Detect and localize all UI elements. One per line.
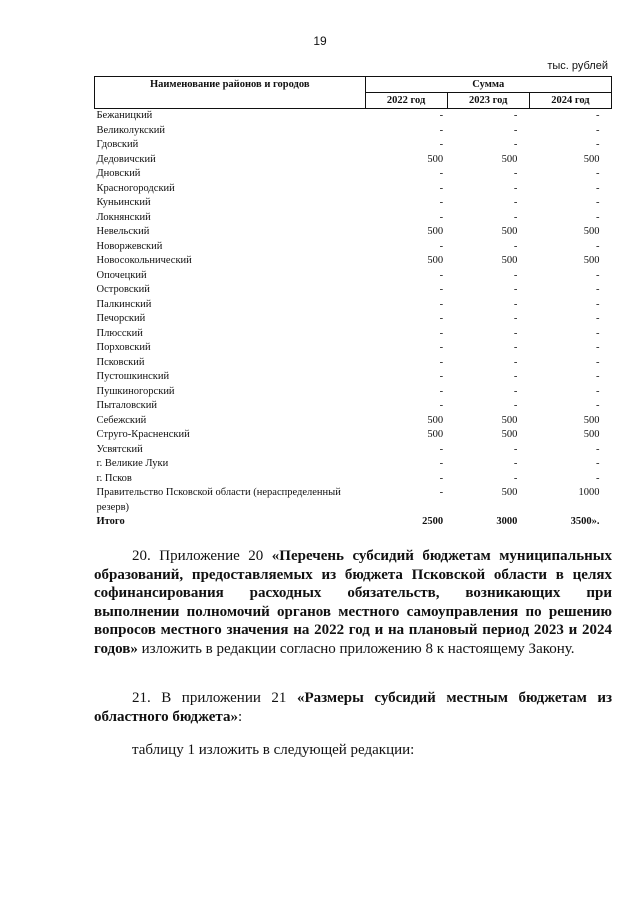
subsidy-table (94, 76, 612, 530)
table-row (95, 428, 612, 443)
table-row (95, 254, 612, 269)
district-name: Себежский (96, 414, 147, 426)
amount-2024: 500 (583, 153, 600, 165)
amount-2022: - (439, 298, 444, 310)
table-row (95, 443, 612, 458)
amount-2024: - (596, 313, 600, 324)
amount-2023: - (513, 182, 518, 194)
district-name: г. Великие Луки (96, 458, 169, 469)
amount-2024: 3500». (570, 516, 600, 527)
amount-2024: - (596, 371, 600, 382)
amount-2023: - (513, 240, 518, 252)
amount-2024: - (596, 298, 600, 310)
district-name: Пушкиногорский (96, 385, 175, 397)
amount-2023: 500 (501, 255, 518, 266)
amount-2022: - (439, 313, 444, 324)
table-row (95, 356, 612, 371)
amount-2022: - (439, 168, 444, 179)
district-name: Новосокольнический (96, 255, 192, 266)
district-name: Гдовский (96, 139, 139, 150)
amount-2022: - (439, 284, 444, 295)
district-name: Невельский (96, 226, 150, 237)
table-row (95, 283, 612, 298)
amount-2023: 500 (501, 153, 518, 165)
table-row (95, 414, 612, 429)
amount-2022: - (439, 371, 444, 382)
amount-2024: 500 (583, 429, 600, 440)
paragraph-20-tail: изложить в редакции согласно приложению 8 к настоящему Закону. (137, 640, 575, 657)
amount-2022: - (439, 327, 444, 339)
amount-2023: - (513, 371, 518, 382)
amount-2023: - (513, 472, 518, 484)
amount-2024: - (596, 400, 600, 411)
paragraph-21-instruction (94, 741, 612, 760)
table-body (95, 109, 612, 530)
amount-2023: - (513, 356, 518, 368)
amount-2022: 500 (427, 226, 444, 237)
amount-2024: - (596, 458, 600, 469)
table-row (95, 327, 612, 342)
header-year-2023: 2023 год (447, 93, 529, 109)
amount-2022: - (439, 458, 444, 469)
amount-2022: - (439, 487, 444, 498)
table-row (95, 269, 612, 284)
district-name: Опочецкий (96, 269, 147, 281)
amount-2022: - (439, 124, 444, 136)
amount-2022: - (439, 139, 444, 150)
table-row (95, 385, 612, 400)
total-row (95, 515, 612, 530)
paragraph-21 (94, 689, 612, 726)
district-name: Струго-Красненский (96, 429, 190, 440)
paragraph-21-title: «Размеры субсидий местным бюджетам из областного бюджета» (94, 690, 613, 725)
table-row (95, 196, 612, 211)
district-name: Великолукский (96, 124, 166, 136)
amount-2022: - (439, 472, 444, 484)
table-row (95, 370, 612, 385)
table-row (95, 457, 612, 472)
amount-2023: - (513, 168, 518, 179)
district-name: Плюсский (96, 327, 143, 339)
amount-2022: 2500 (422, 516, 444, 527)
district-name: Порховский (96, 342, 151, 353)
amount-2024: 500 (583, 414, 600, 426)
amount-2024: - (596, 240, 600, 252)
units-label: тыс. рублей (547, 60, 608, 72)
amount-2022: 500 (427, 255, 444, 266)
district-name: Итого (96, 516, 125, 527)
amount-2023: - (513, 313, 518, 324)
table-row (95, 182, 612, 197)
paragraph-21-lead: 21. В приложении 21 (132, 690, 297, 706)
amount-2022: - (439, 356, 444, 368)
amount-2023: 500 (501, 487, 518, 498)
district-name: Усвятский (96, 443, 143, 455)
amount-2022: - (439, 342, 444, 353)
amount-2022: - (439, 400, 444, 411)
header-year-2024: 2024 год (529, 93, 611, 109)
amount-2023: 3000 (496, 516, 518, 527)
amount-2024: - (596, 356, 600, 368)
header-sum: Сумма (365, 77, 612, 93)
paragraph-21-instruction-text: таблицу 1 изложить в следующей редакции: (132, 742, 415, 758)
district-name: Красногородский (96, 182, 175, 194)
paragraph-20-lead: 20. Приложение 20 (132, 548, 272, 564)
paragraph-20-title: «Перечень субсидий бюджетам муниципальных образований, предоставляемых из бюджета Псковской области в целях софинансирования расходных обязательств, возникающих при выполнении полномочий органов местного самоуправления по решению вопросов местного значения на 2022 год и на плановый период 2023 и 2024 годов» (94, 548, 612, 657)
district-name: г. Псков (96, 472, 132, 484)
amount-2023: - (513, 298, 518, 310)
table-row (95, 298, 612, 313)
amount-2024: - (596, 124, 600, 136)
page-number: 19 (313, 34, 327, 48)
table-row (95, 341, 612, 356)
amount-2024: 500 (583, 255, 600, 266)
amount-2022: - (439, 182, 444, 194)
amount-2024: - (596, 385, 600, 397)
amount-2024: - (596, 110, 600, 121)
amount-2023: - (513, 139, 518, 150)
amount-2023: - (513, 327, 518, 339)
district-name: Дедовичский (96, 153, 156, 165)
amount-2022: - (439, 443, 444, 455)
amount-2024: - (596, 269, 600, 281)
table-row (95, 211, 612, 226)
district-name: Дновский (96, 168, 141, 179)
amount-2023: - (513, 342, 518, 353)
table-row (95, 312, 612, 327)
amount-2022: - (439, 269, 444, 281)
amount-2023: - (513, 211, 518, 223)
amount-2023: 500 (501, 414, 518, 426)
table-row (95, 138, 612, 153)
amount-2022: - (439, 211, 444, 223)
district-name: Куньинский (96, 197, 151, 208)
district-name: Пустошкинский (96, 371, 170, 382)
amount-2022: 500 (427, 153, 444, 165)
amount-2022: - (439, 240, 444, 252)
amount-2024: - (596, 342, 600, 353)
district-name: Бежаницкий (96, 110, 153, 121)
header-year-2022: 2022 год (365, 93, 447, 109)
table-row (95, 124, 612, 139)
amount-2024: - (596, 472, 600, 484)
district-name: Локнянский (96, 211, 151, 223)
amount-2023: 500 (501, 429, 518, 440)
amount-2024: - (596, 284, 600, 295)
amount-2022: - (439, 110, 444, 121)
district-name: Правительство Псковской области (нераспределенный резерв) (96, 487, 341, 513)
amount-2024: 1000 (578, 487, 600, 498)
amount-2024: - (596, 182, 600, 194)
amount-2024: 500 (583, 226, 600, 237)
amount-2023: - (513, 400, 518, 411)
district-name: Новоржевский (96, 240, 163, 252)
amount-2023: - (513, 443, 518, 455)
amount-2024: - (596, 197, 600, 208)
table-row (95, 486, 612, 515)
amount-2024: - (596, 211, 600, 223)
district-name: Печорский (96, 313, 146, 324)
district-name: Псковский (96, 356, 145, 368)
amount-2023: - (513, 197, 518, 208)
amount-2023: - (513, 110, 518, 121)
amount-2022: - (439, 385, 444, 397)
amount-2024: - (596, 139, 600, 150)
table-row (95, 167, 612, 182)
amount-2023: 500 (501, 226, 518, 237)
district-name: Пыталовский (96, 400, 157, 411)
amount-2024: - (596, 168, 600, 179)
amount-2023: - (513, 284, 518, 295)
district-name: Островский (96, 284, 150, 295)
amount-2022: 500 (427, 414, 444, 426)
amount-2023: - (513, 269, 518, 281)
amount-2023: - (513, 124, 518, 136)
table-row (95, 225, 612, 240)
paragraph-20 (94, 547, 612, 658)
table-row (95, 472, 612, 487)
amount-2022: 500 (427, 429, 444, 440)
paragraph-21-tail: : (237, 708, 243, 725)
amount-2023: - (513, 385, 518, 397)
table-row (95, 240, 612, 255)
amount-2024: - (596, 327, 600, 339)
table-row (95, 399, 612, 414)
table-row (95, 109, 612, 124)
amount-2023: - (513, 458, 518, 469)
table-row (95, 153, 612, 168)
header-name: Наименование районов и городов (95, 77, 366, 109)
amount-2022: - (439, 197, 444, 208)
amount-2024: - (596, 443, 600, 455)
district-name: Палкинский (96, 298, 152, 310)
